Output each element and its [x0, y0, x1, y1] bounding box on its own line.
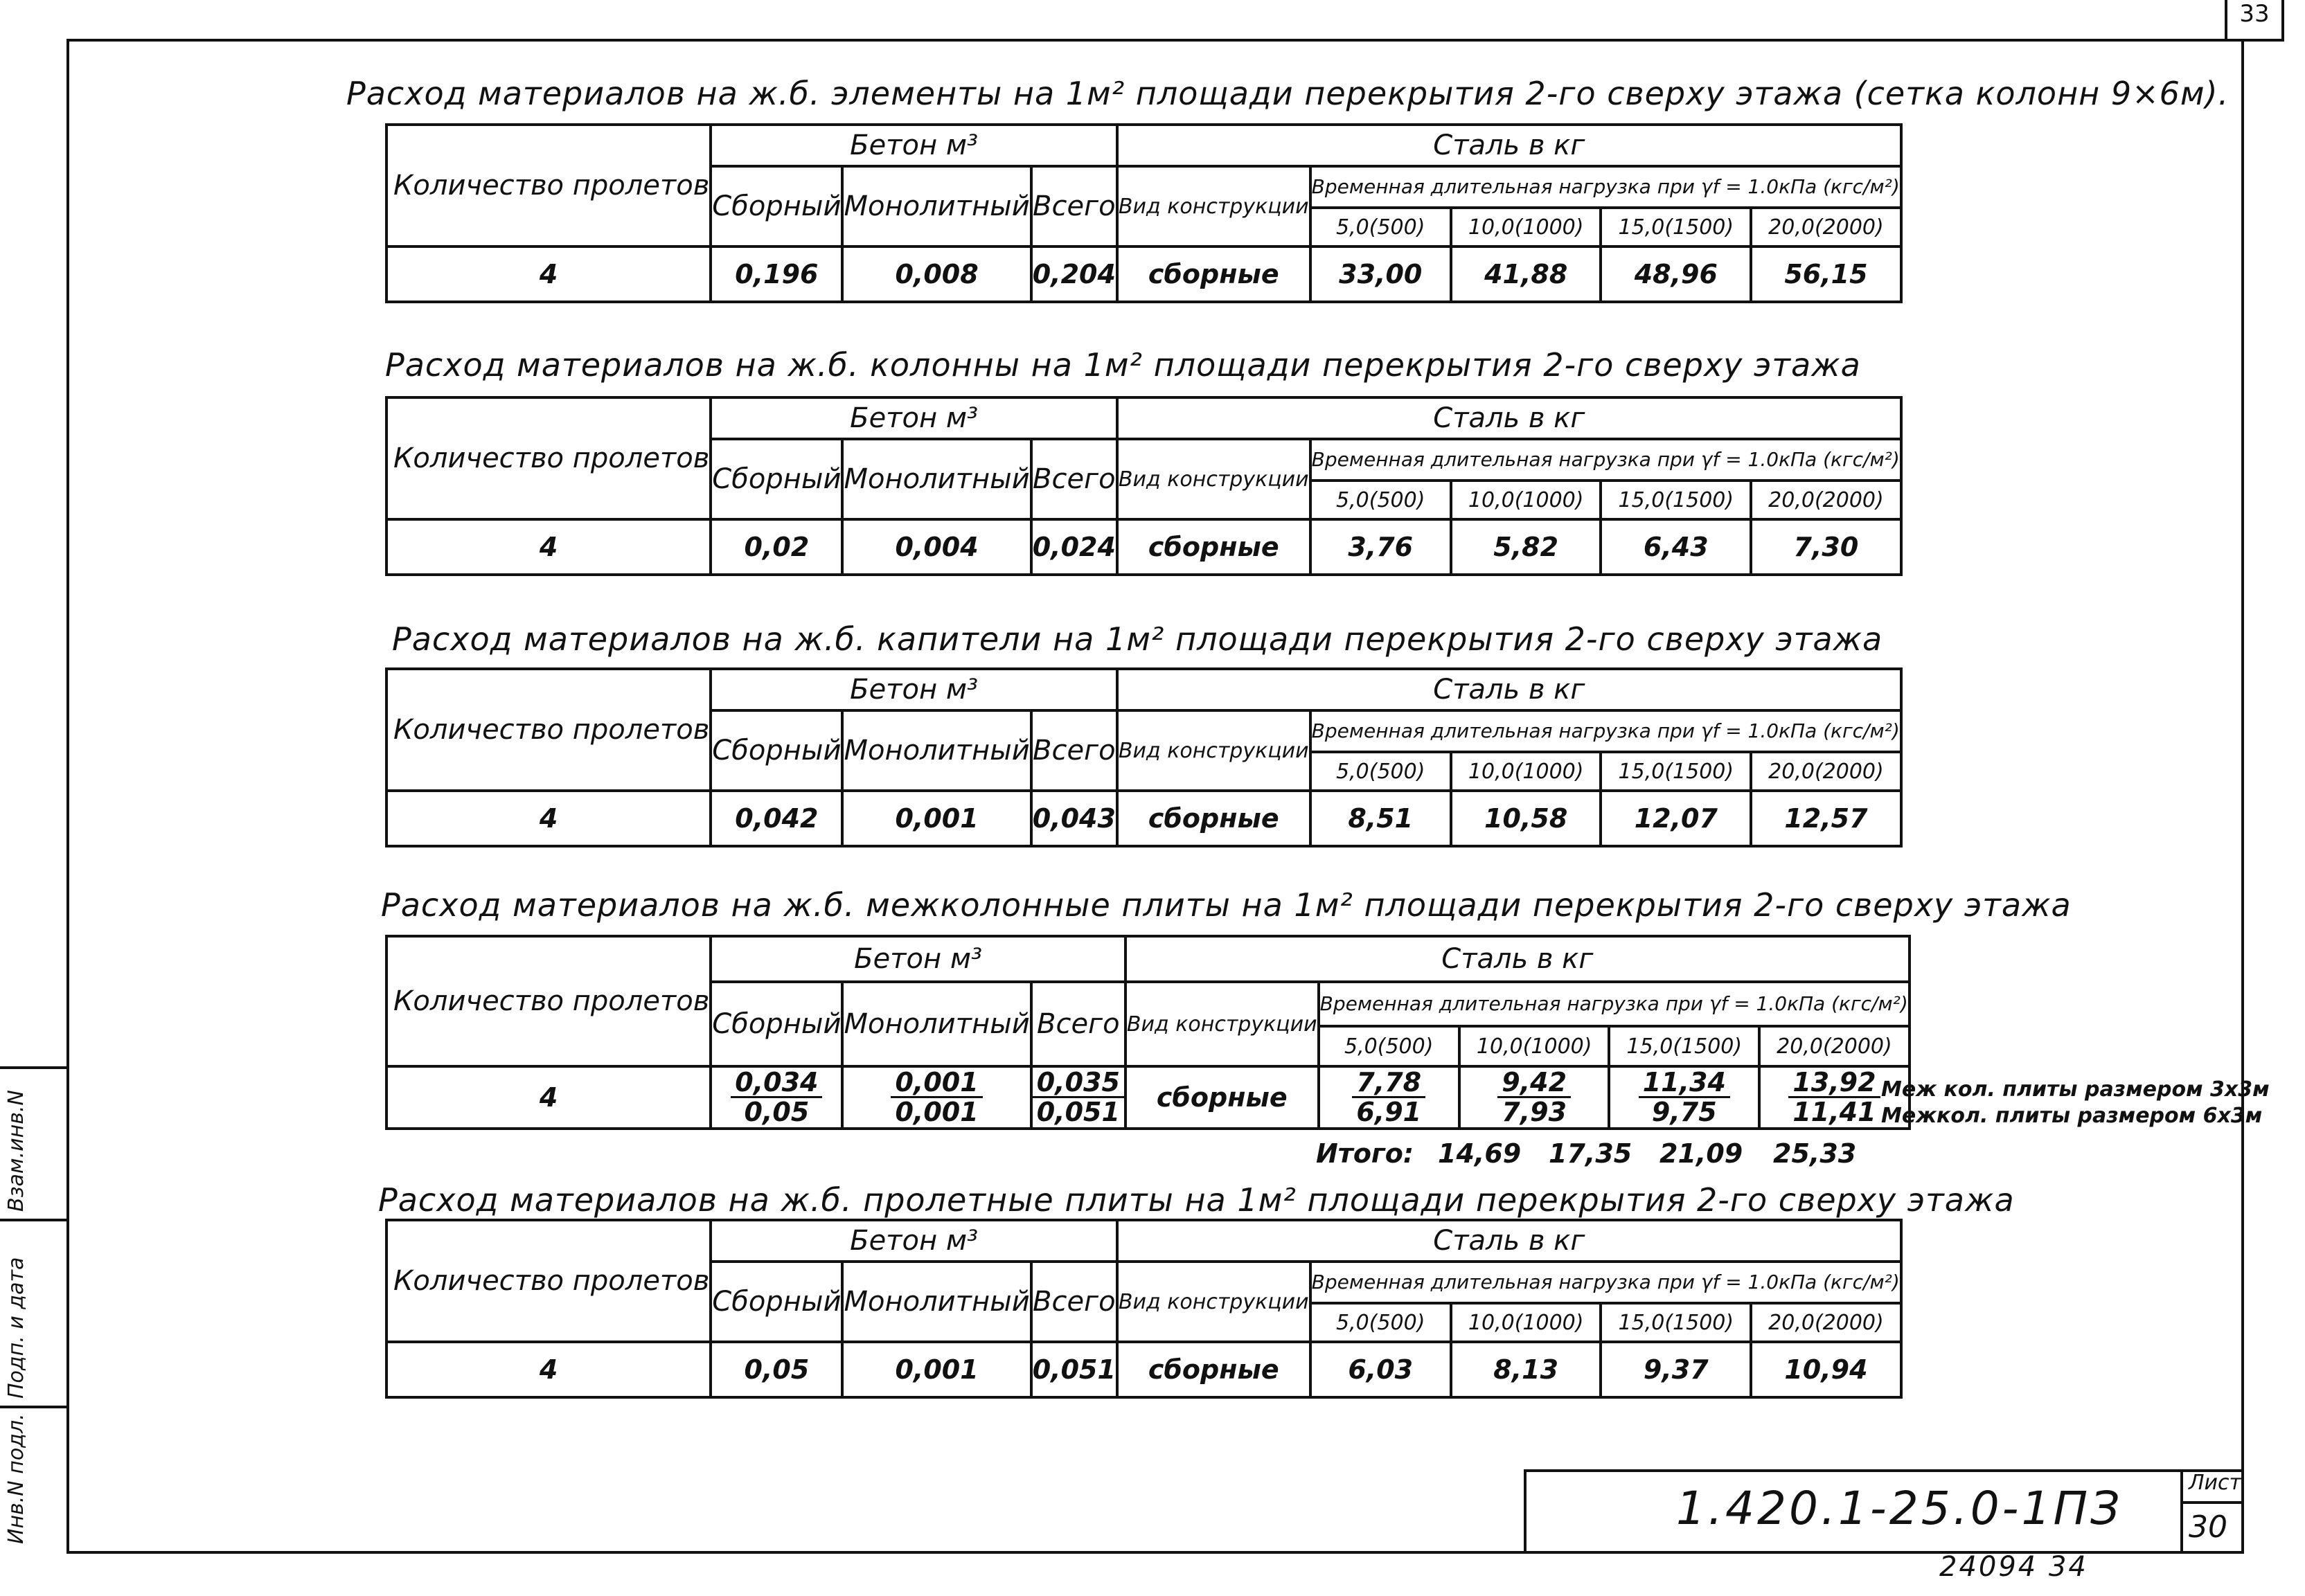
header-load-1500: 15,0(1500): [1601, 208, 1751, 246]
cell-steel-1500-fraction: [1639, 1068, 1730, 1126]
cell-steel-2000: 56,15: [1751, 246, 1901, 302]
cell-steel-2000-fraction: [1788, 1068, 1880, 1126]
header-load-500: 5,0(500): [1310, 1303, 1451, 1342]
header-precast: Сборный: [711, 1262, 842, 1342]
sheet-number: 30: [2189, 1509, 2227, 1545]
header-load-2000: 20,0(2000): [1759, 1026, 1910, 1066]
side-label-inventory: Инв.N подл.: [4, 1413, 28, 1544]
header-precast: Сборный: [711, 710, 842, 791]
header-load-2000: 20,0(2000): [1751, 481, 1901, 519]
cell-monolithic: 0,004: [842, 519, 1031, 575]
cell-precast-fraction: [731, 1068, 822, 1126]
header-total: Всего: [1031, 166, 1117, 246]
header-precast: Сборный: [711, 982, 842, 1066]
fraction-numerator: 0,034: [731, 1068, 822, 1098]
header-monolithic: Монолитный: [842, 439, 1031, 519]
header-load-2000: 20,0(2000): [1751, 208, 1901, 246]
fraction-denominator: 7,93: [1502, 1096, 1567, 1127]
fraction-numerator: 7,78: [1352, 1068, 1425, 1098]
header-load: Временная длительная нагрузка при γf = 1.0кПа (кгс/м²): [1319, 982, 1910, 1026]
header-concrete: Бетон м³: [711, 397, 1117, 439]
header-steel: Сталь в кг: [1117, 125, 1901, 166]
header-construction-type: Вид конструкции: [1117, 439, 1310, 519]
cell-total: 0,043: [1031, 791, 1117, 846]
cell-qty: 4: [386, 1342, 711, 1397]
header-load: Временная длительная нагрузка при γf = 1.0кПа (кгс/м²): [1310, 166, 1901, 208]
cell-steel-1000: 41,88: [1451, 246, 1601, 302]
cell-monolithic: 0,001: [842, 1342, 1031, 1397]
cell-steel-1000-fraction: [1497, 1068, 1571, 1126]
side-label-signature-date: Подп. и дата: [4, 1257, 28, 1399]
cell-steel-500: 3,76: [1310, 519, 1451, 575]
header-total: Всего: [1031, 439, 1117, 519]
cell-precast: 0,02: [711, 519, 842, 575]
cell-monolithic: 0,001: [842, 791, 1031, 846]
header-precast: Сборный: [711, 439, 842, 519]
header-construction-type: Вид конструкции: [1117, 1262, 1310, 1342]
header-load-2000: 20,0(2000): [1751, 752, 1901, 791]
header-load-500: 5,0(500): [1310, 208, 1451, 246]
cell-type: сборные: [1117, 246, 1310, 302]
table-2: [385, 396, 1903, 576]
cell-steel-1000: 8,13: [1451, 1342, 1601, 1397]
side-strip-divider: [0, 1066, 66, 1069]
cell-precast: 0,05: [711, 1342, 842, 1397]
table-3: [385, 667, 1903, 848]
header-concrete: Бетон м³: [711, 1220, 1117, 1262]
cell-total: 0,204: [1031, 246, 1117, 302]
header-monolithic: Монолитный: [842, 1262, 1031, 1342]
header-steel: Сталь в кг: [1117, 669, 1901, 710]
total-1500: 21,09: [1659, 1138, 1743, 1169]
header-load-1000: 10,0(1000): [1451, 1303, 1601, 1342]
cell-qty: 4: [386, 246, 711, 302]
header-load-500: 5,0(500): [1319, 1026, 1459, 1066]
header-load-1000: 10,0(1000): [1451, 208, 1601, 246]
fraction-numerator: 0,035: [1033, 1068, 1124, 1098]
cell-total: 0,051: [1031, 1342, 1117, 1397]
header-monolithic: Монолитный: [842, 166, 1031, 246]
cell-monolithic-fraction: [891, 1068, 982, 1126]
sheet-box-divider: [2180, 1501, 2241, 1504]
fraction-denominator: 0,051: [1036, 1096, 1120, 1127]
cell-type: сборные: [1117, 519, 1310, 575]
header-total: Всего: [1031, 1262, 1117, 1342]
cell-monolithic: 0,008: [842, 246, 1031, 302]
header-monolithic: Монолитный: [842, 710, 1031, 791]
cell-qty: 4: [386, 1066, 711, 1129]
fraction-denominator: 0,05: [744, 1096, 810, 1127]
table-5: [385, 1219, 1903, 1399]
cell-steel-2000: 10,94: [1751, 1342, 1901, 1397]
archive-number: 24094 34: [1939, 1551, 2088, 1583]
table-3-title: Расход материалов на ж.б. капители на 1м² площади перекрытия 2-го сверху этажа: [392, 620, 1883, 658]
cell-total-fraction: [1033, 1068, 1124, 1126]
cell-steel-1000: 5,82: [1451, 519, 1601, 575]
cell-steel-1500: 9,37: [1601, 1342, 1751, 1397]
corner-page-box: [2225, 0, 2284, 42]
cell-steel-500: 33,00: [1310, 246, 1451, 302]
table-2-title: Расход материалов на ж.б. колонны на 1м² площади перекрытия 2-го сверху этажа: [385, 346, 1861, 384]
totals-label: Итого:: [1316, 1138, 1414, 1169]
header-load: Временная длительная нагрузка при γf = 1.0кПа (кгс/м²): [1310, 1262, 1901, 1303]
note-6x3: Межкол. плиты размером 6х3м: [1881, 1104, 2263, 1128]
header-construction-type: Вид конструкции: [1125, 982, 1319, 1066]
header-load-1500: 15,0(1500): [1609, 1026, 1759, 1066]
corner-page-number: 33: [2239, 0, 2270, 28]
cell-steel-500: 8,51: [1310, 791, 1451, 846]
table-1-title: Расход материалов на ж.б. элементы на 1м² площади перекрытия 2-го сверху этажа (сетка колонн 9×6м).: [346, 75, 2230, 112]
cell-qty: 4: [386, 791, 711, 846]
header-load: Временная длительная нагрузка при γf = 1.0кПа (кгс/м²): [1310, 439, 1901, 481]
cell-type: сборные: [1117, 1342, 1310, 1397]
header-construction-type: Вид конструкции: [1117, 710, 1310, 791]
header-qty: Количество пролетов: [386, 669, 711, 791]
drawing-frame-right-edge: [2241, 39, 2244, 1551]
cell-steel-1500: 6,43: [1601, 519, 1751, 575]
header-load-1500: 15,0(1500): [1601, 481, 1751, 519]
sheet-label: Лист: [2189, 1471, 2242, 1495]
total-500: 14,69: [1438, 1138, 1522, 1169]
header-concrete: Бетон м³: [711, 936, 1125, 982]
cell-total: 0,024: [1031, 519, 1117, 575]
cell-steel-1500: 48,96: [1601, 246, 1751, 302]
fraction-denominator: 0,001: [895, 1096, 979, 1127]
header-steel: Сталь в кг: [1125, 936, 1910, 982]
header-construction-type: Вид конструкции: [1117, 166, 1310, 246]
header-total: Всего: [1031, 982, 1125, 1066]
cell-steel-2000: 12,57: [1751, 791, 1901, 846]
header-qty: Количество пролетов: [386, 936, 711, 1066]
note-3x3: Меж кол. плиты размером 3х3м: [1881, 1077, 2270, 1102]
side-label-replacement-inventory: Взам.инв.N: [4, 1090, 28, 1212]
header-qty: Количество пролетов: [386, 1220, 711, 1342]
header-load-1500: 15,0(1500): [1601, 1303, 1751, 1342]
header-precast: Сборный: [711, 166, 842, 246]
header-total: Всего: [1031, 710, 1117, 791]
header-concrete: Бетон м³: [711, 125, 1117, 166]
header-load-2000: 20,0(2000): [1751, 1303, 1901, 1342]
cell-steel-1500: 12,07: [1601, 791, 1751, 846]
document-code: 1.420.1-25.0-1ПЗ: [1676, 1482, 2123, 1535]
cell-precast: 0,042: [711, 791, 842, 846]
header-qty: Количество пролетов: [386, 125, 711, 246]
header-qty: Количество пролетов: [386, 397, 711, 519]
cell-steel-2000: 7,30: [1751, 519, 1901, 575]
table-5-title: Расход материалов на ж.б. пролетные плиты на 1м² площади перекрытия 2-го сверху этажа: [378, 1181, 2015, 1219]
table-4-title: Расход материалов на ж.б. межколонные плиты на 1м² площади перекрытия 2-го сверху этажа: [381, 886, 2072, 924]
cell-type: сборные: [1117, 791, 1310, 846]
header-load-1000: 10,0(1000): [1451, 481, 1601, 519]
fraction-numerator: 9,42: [1497, 1068, 1571, 1098]
fraction-numerator: 13,92: [1788, 1068, 1880, 1098]
cell-qty: 4: [386, 519, 711, 575]
fraction-numerator: 11,34: [1639, 1068, 1730, 1098]
header-steel: Сталь в кг: [1117, 397, 1901, 439]
fraction-denominator: 9,75: [1651, 1096, 1717, 1127]
header-load: Временная длительная нагрузка при γf = 1.0кПа (кгс/м²): [1310, 710, 1901, 752]
cell-precast: 0,196: [711, 246, 842, 302]
fraction-denominator: 11,41: [1792, 1096, 1876, 1127]
side-strip-divider: [0, 1406, 66, 1408]
total-2000: 25,33: [1773, 1138, 1857, 1169]
side-strip-divider: [0, 1219, 66, 1221]
header-load-1000: 10,0(1000): [1459, 1026, 1610, 1066]
cell-steel-1000: 10,58: [1451, 791, 1601, 846]
table-4: [385, 935, 1911, 1130]
header-load-1000: 10,0(1000): [1451, 752, 1601, 791]
cell-steel-500-fraction: [1352, 1068, 1425, 1126]
fraction-denominator: 6,91: [1356, 1096, 1422, 1127]
fraction-numerator: 0,001: [891, 1068, 982, 1098]
header-monolithic: Монолитный: [842, 982, 1031, 1066]
header-load-500: 5,0(500): [1310, 481, 1451, 519]
cell-type: сборные: [1125, 1066, 1319, 1129]
header-concrete: Бетон м³: [711, 669, 1117, 710]
header-load-500: 5,0(500): [1310, 752, 1451, 791]
header-steel: Сталь в кг: [1117, 1220, 1901, 1262]
table-1: [385, 123, 1903, 303]
header-load-1500: 15,0(1500): [1601, 752, 1751, 791]
cell-steel-500: 6,03: [1310, 1342, 1451, 1397]
total-1000: 17,35: [1549, 1138, 1632, 1169]
